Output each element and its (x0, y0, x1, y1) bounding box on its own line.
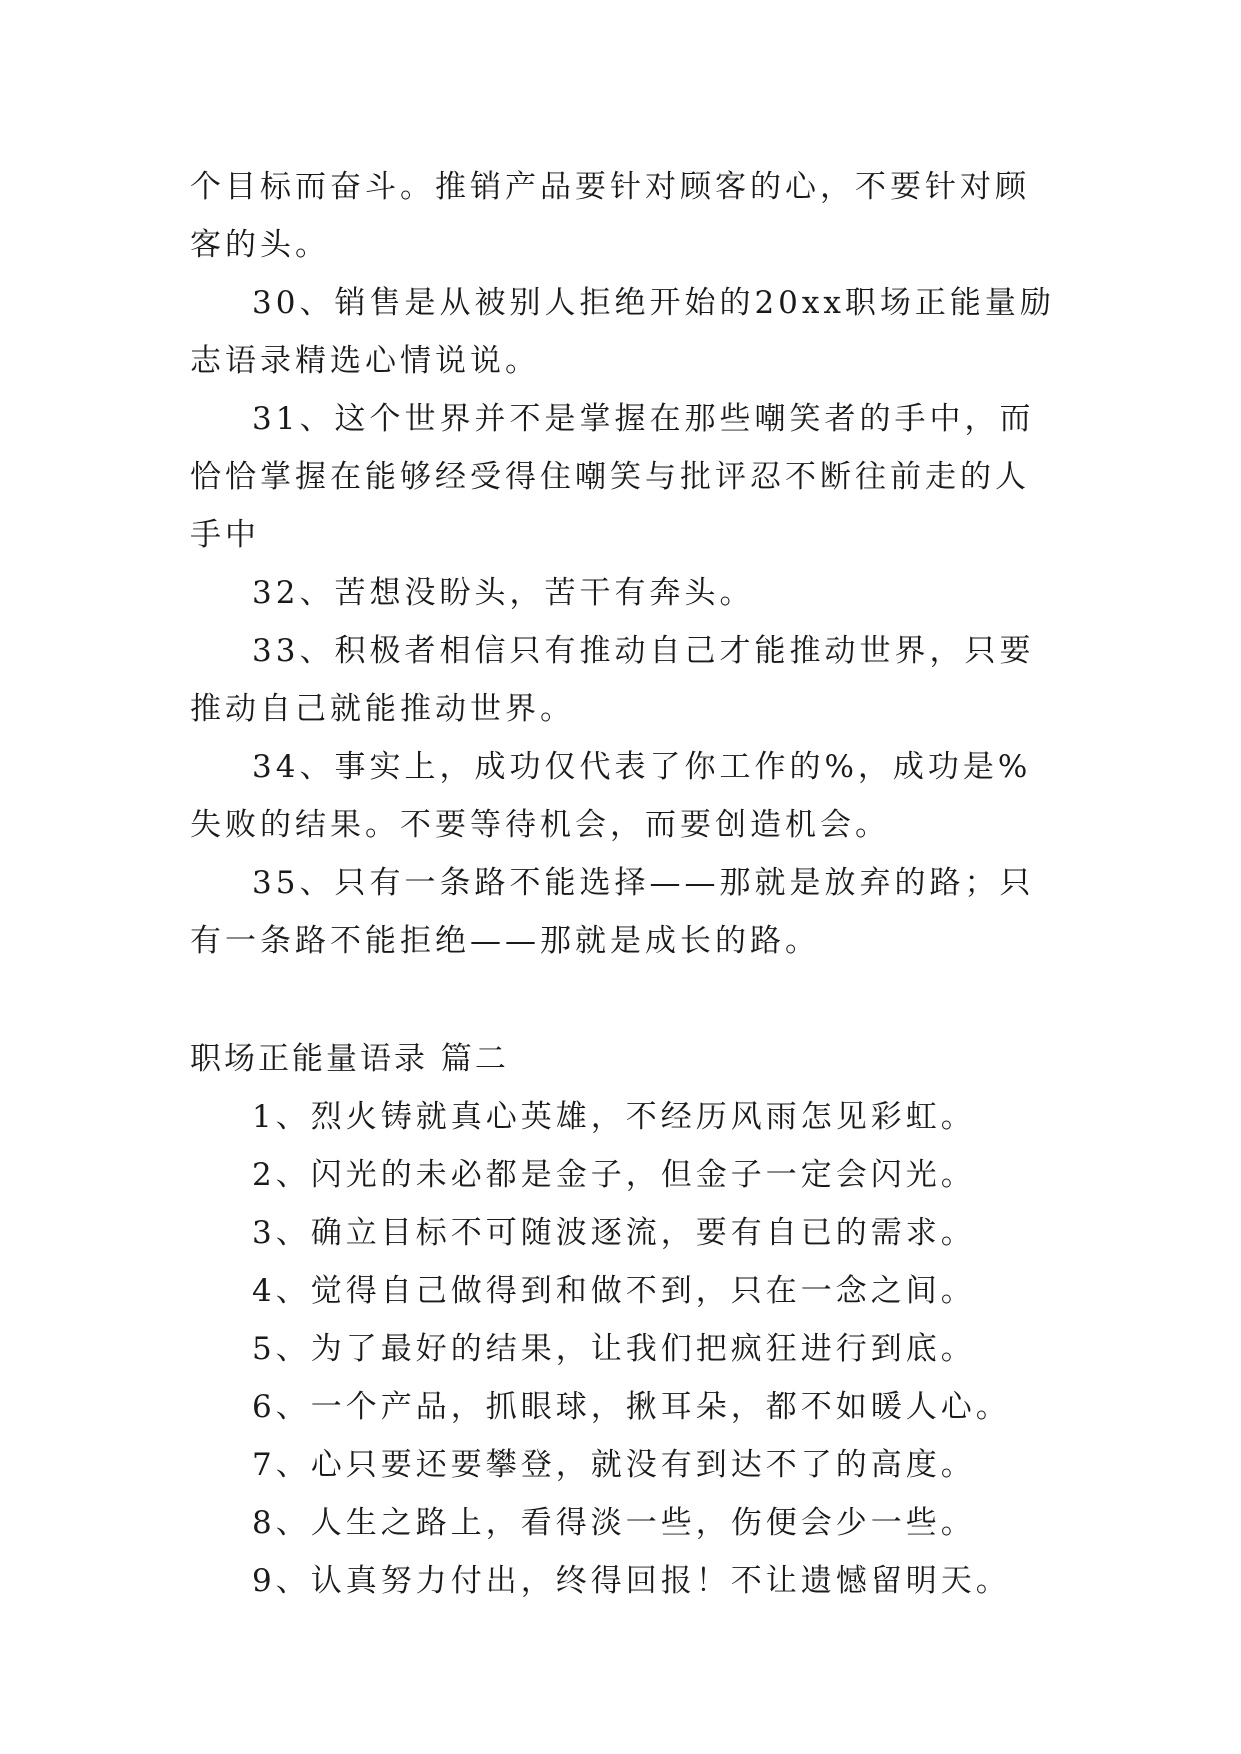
continuation-paragraph: 个目标而奋斗。推销产品要针对顾客的心，不要针对顾客的头。 (190, 169, 1030, 263)
quote-item: 9、认真努力付出，终得回报！不让遗憾留明天。 (252, 1563, 1011, 1599)
quote-item: 32、苦想没盼头，苦干有奔头。 (252, 575, 755, 611)
quote-item: 6、一个产品，抓眼球，揪耳朵，都不如暖人心。 (252, 1389, 1011, 1425)
quote-item: 5、为了最好的结果，让我们把疯狂进行到底。 (252, 1331, 976, 1367)
quote-item: 33、积极者相信只有推动自己才能推动世界，只要推动自己就能推动世界。 (190, 633, 1035, 727)
quote-item: 31、这个世界并不是掌握在那些嘲笑者的手中，而恰恰掌握在能够经受得住嘲笑与批评忍不断往前走的人手中 (190, 401, 1035, 553)
quote-item: 35、只有一条路不能选择——那就是放弃的路；只有一条路不能拒绝——那就是成长的路。 (190, 865, 1035, 959)
quote-item: 2、闪光的未必都是金子，但金子一定会闪光。 (252, 1157, 976, 1193)
document-body (190, 158, 1060, 1610)
quote-item: 30、销售是从被别人拒绝开始的20xx职场正能量励志语录精选心情说说。 (190, 285, 1055, 379)
section-title: 职场正能量语录 篇二 (190, 1041, 509, 1077)
quote-item: 3、确立目标不可随波逐流，要有自已的需求。 (252, 1215, 976, 1251)
quote-item: 1、烈火铸就真心英雄，不经历风雨怎见彩虹。 (252, 1099, 976, 1135)
quote-item: 7、心只要还要攀登，就没有到达不了的高度。 (252, 1447, 976, 1483)
quote-item: 4、觉得自己做得到和做不到，只在一念之间。 (252, 1273, 976, 1309)
quote-item: 8、人生之路上，看得淡一些，伤便会少一些。 (252, 1505, 976, 1541)
quote-item: 34、事实上，成功仅代表了你工作的%，成功是%失败的结果。不要等待机会，而要创造机会。 (190, 749, 1032, 843)
